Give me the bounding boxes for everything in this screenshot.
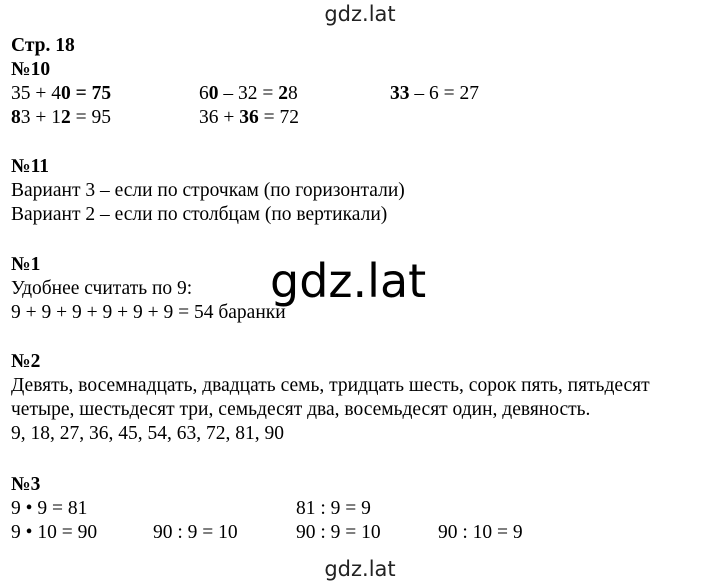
- task-3-eq-2: 81 : 9 = 9: [296, 498, 371, 519]
- task-3-eq-3: 9 • 10 = 90: [11, 522, 98, 543]
- watermark-top: gdz.lat: [324, 2, 396, 26]
- task-3-eq-6: 90 : 10 = 9: [438, 522, 523, 543]
- watermark-middle: gdz.lat: [270, 254, 427, 308]
- task-11-line-2: Вариант 2 – если по столбцам (по вертикали): [11, 204, 388, 225]
- task-10-title: №10: [11, 59, 51, 80]
- task-3-eq-1: 9 • 9 = 81: [11, 498, 88, 519]
- page-reference: Стр. 18: [11, 35, 75, 56]
- task-1-title: №1: [11, 254, 41, 275]
- task-2-line-1: Девять, восемнадцать, двадцать семь, тридцать шесть, сорок пять, пятьдесят: [11, 375, 650, 396]
- task-11-line-1: Вариант 3 – если по строчкам (по горизонтали): [11, 180, 405, 201]
- task-10-eq-1: 35 + 40 = 75: [11, 83, 112, 104]
- watermark-bottom: gdz.lat: [324, 557, 396, 581]
- task-2-line-3: 9, 18, 27, 36, 45, 54, 63, 72, 81, 90: [11, 423, 284, 444]
- task-1-line-1: Удобнее считать по 9:: [11, 278, 193, 299]
- task-3-title: №3: [11, 474, 41, 495]
- task-2-title: №2: [11, 351, 41, 372]
- task-3-eq-5: 90 : 9 = 10: [296, 522, 381, 543]
- task-10-eq-4: 83 + 12 = 95: [11, 107, 111, 128]
- task-10-eq-2: 60 – 32 = 28: [199, 83, 298, 104]
- task-10-eq-3: 33 – 6 = 27: [390, 83, 479, 104]
- task-10-eq-5: 36 + 36 = 72: [199, 107, 299, 128]
- task-3-eq-4: 90 : 9 = 10: [153, 522, 238, 543]
- task-2-line-2: четыре, шестьдесят три, семьдесят два, восемьдесят один, девяность.: [11, 399, 591, 420]
- task-11-title: №11: [11, 156, 50, 177]
- task-1-line-2: 9 + 9 + 9 + 9 + 9 + 9 = 54 баранки: [11, 302, 286, 323]
